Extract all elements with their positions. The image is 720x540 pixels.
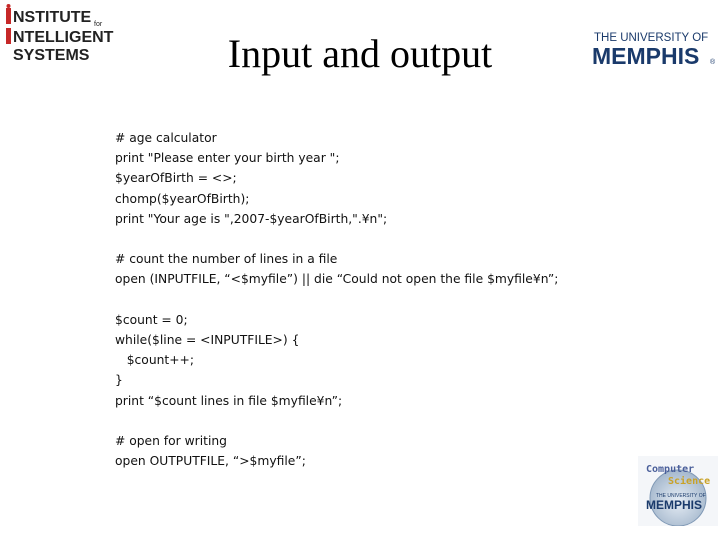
svg-text:MEMPHIS: MEMPHIS bbox=[592, 43, 700, 69]
svg-text:Computer: Computer bbox=[646, 464, 695, 475]
svg-text:MEMPHIS: MEMPHIS bbox=[646, 498, 703, 512]
university-of-memphis-logo bbox=[588, 26, 718, 70]
svg-text:THE UNIVERSITY OF: THE UNIVERSITY OF bbox=[594, 32, 709, 44]
svg-text:SYSTEMS: SYSTEMS bbox=[13, 47, 90, 64]
code-line: } bbox=[115, 373, 123, 388]
code-line: open OUTPUTFILE, “>$myfile”; bbox=[115, 454, 306, 469]
svg-text:NSTITUTE: NSTITUTE bbox=[13, 9, 92, 26]
svg-text:THE UNIVERSITY OF: THE UNIVERSITY OF bbox=[656, 493, 706, 499]
code-block bbox=[115, 128, 558, 471]
svg-text:for: for bbox=[94, 21, 103, 28]
code-line: # open for writing bbox=[115, 434, 227, 448]
slide-title: Input and output bbox=[227, 31, 493, 76]
code-line: open (INPUTFILE, “<$myfile”) || die “Could not open the file $myfile¥n”; bbox=[115, 272, 559, 287]
svg-text:NTELLIGENT: NTELLIGENT bbox=[13, 29, 114, 46]
code-line: # age calculator bbox=[115, 131, 217, 145]
computer-science-badge bbox=[638, 456, 718, 526]
code-line bbox=[115, 290, 558, 310]
code-line: print "Please enter your birth year "; bbox=[115, 151, 340, 166]
code-line bbox=[115, 229, 558, 249]
code-line: $yearOfBirth = <>; bbox=[115, 171, 237, 186]
code-line: $count++; bbox=[115, 353, 194, 368]
code-line: chomp($yearOfBirth); bbox=[115, 191, 250, 206]
svg-text:Science: Science bbox=[668, 476, 711, 487]
code-line: while($line = <INPUTFILE>) { bbox=[115, 333, 300, 347]
code-line: # count the number of lines in a file bbox=[115, 252, 338, 267]
code-line: print “$count lines in file $myfile¥n”; bbox=[115, 393, 343, 408]
code-line: $count = 0; bbox=[115, 312, 188, 327]
svg-text:®: ® bbox=[710, 59, 716, 66]
code-line bbox=[115, 411, 558, 431]
code-line: print "Your age is ",2007-$yearOfBirth,".¥n"; bbox=[115, 211, 388, 226]
